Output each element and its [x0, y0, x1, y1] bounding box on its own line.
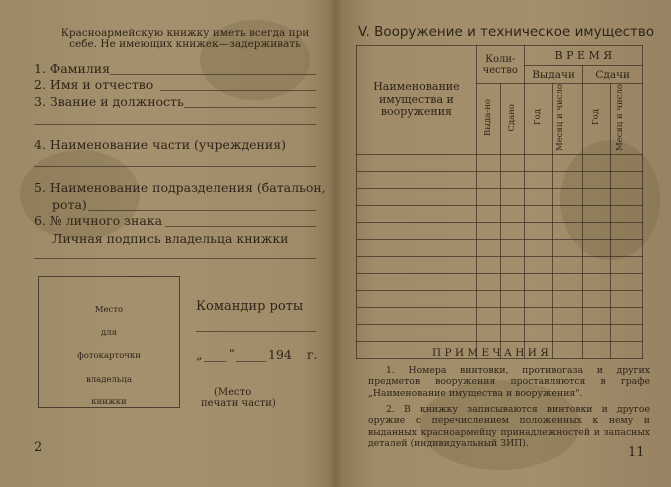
sub-header-year2 — [583, 84, 611, 155]
field-surname — [34, 63, 110, 76]
col-header-qty — [476, 46, 524, 84]
date-line — [196, 349, 202, 362]
fill-line — [184, 107, 316, 108]
col-header-name-text: Наименование имущества и вооружения — [373, 80, 460, 119]
field-label: № личного знака — [49, 213, 163, 228]
photo-box-line: книжки — [91, 397, 127, 407]
field-subdivision-cont: рота) — [52, 197, 87, 212]
commander-label: Командир роты — [196, 299, 304, 314]
table-row — [357, 154, 643, 171]
table-row — [357, 256, 643, 273]
field-number: 2. — [34, 77, 46, 92]
date-suffix: г. — [307, 347, 318, 362]
stamp-label-2: печати части) — [201, 398, 276, 409]
sub-header-monthday1 — [552, 84, 583, 155]
col-header-qty-text: Коли-чество — [482, 53, 518, 76]
field-tag-number — [34, 215, 162, 228]
sub-header-monthday1-text: Месяц и число — [555, 84, 566, 151]
fill-line — [236, 361, 266, 362]
sub-header-year1 — [524, 84, 552, 155]
field-label: Наименование подразделения (батальон, — [49, 180, 326, 195]
fill-line — [160, 90, 316, 91]
field-number: 6. — [34, 213, 46, 228]
note-2: 2. В книжку записываются винтовки и другое оружие с перечислением положенных к нему и выданных красноармейцу принадлежностей и запасных деталей (индивидуальный ЗИП). — [368, 404, 650, 449]
fill-line — [34, 166, 316, 167]
field-unit — [34, 139, 286, 152]
sub-header-returned — [500, 84, 524, 155]
field-label: Наименование части (учреждения) — [49, 137, 286, 152]
field-label: Имя и отчество — [49, 77, 154, 92]
table-row — [357, 239, 643, 256]
sub-header-monthday2-text: Месяц и число — [614, 84, 625, 151]
sub-header-year2-text: Год — [591, 109, 602, 126]
field-number: 1. — [34, 61, 46, 76]
photo-box-line: фотокарточки — [77, 351, 141, 361]
table-row — [357, 188, 643, 205]
inventory-table — [356, 45, 643, 359]
fill-line — [204, 361, 226, 362]
photo-box-line: владельца — [85, 375, 133, 385]
sub-header-issued — [476, 84, 500, 155]
field-label: Фамилия — [49, 61, 110, 76]
table-row — [357, 171, 643, 188]
date-quote-open: „ — [196, 347, 203, 362]
photo-box-line: Место — [94, 305, 124, 315]
left-page — [0, 0, 334, 487]
fill-line — [34, 124, 316, 125]
sub-header-year1-text: Год — [532, 109, 543, 126]
date-quote-close: " — [229, 346, 235, 361]
fill-line — [165, 226, 316, 227]
col-header-issue: Выдачи — [524, 66, 583, 84]
section-title: V. Вооружение и техническое имущество — [358, 24, 655, 40]
field-name-patronymic — [34, 79, 153, 92]
photo-box — [38, 276, 180, 408]
fill-line — [88, 210, 316, 211]
field-number: 4. — [34, 137, 46, 152]
fill-line — [110, 74, 316, 75]
table-row — [357, 273, 643, 290]
photo-box-line: для — [101, 328, 117, 338]
field-subdivision — [34, 182, 326, 195]
sub-header-monthday2 — [611, 84, 643, 155]
page-number: 11 — [628, 445, 645, 460]
table-row — [357, 307, 643, 324]
table-row — [357, 290, 643, 307]
fill-line — [196, 331, 316, 332]
notes-title: П Р И М Е Ч А Н И Я — [432, 347, 549, 359]
col-header-name — [357, 46, 477, 155]
sub-header-returned-text: Сдано — [506, 103, 517, 132]
col-header-return: Сдачи — [583, 66, 643, 84]
notice-text: Красноармейскую книжку иметь всегда при себе. Не имеющих книжек—задерживать — [60, 27, 310, 50]
table-body — [357, 154, 643, 358]
signature-label: Личная подпись владельца книжки — [52, 231, 289, 246]
field-rank-position — [34, 96, 184, 109]
note-1: 1. Номера винтовки, противогаза и других предметов вооружения проставляются в графе „Наименование имущества и вооружения". — [368, 365, 650, 399]
stamp-label-1: (Место — [214, 387, 252, 398]
field-label: Звание и должность — [49, 94, 184, 109]
field-number: 3. — [34, 94, 46, 109]
page-number: 2 — [34, 440, 43, 455]
col-header-time: В Р Е М Я — [524, 46, 642, 66]
fill-line — [34, 258, 316, 259]
table-row — [357, 205, 643, 222]
table-row — [357, 222, 643, 239]
table-row — [357, 324, 643, 341]
sub-header-issued-text: Выда-но — [482, 99, 493, 136]
date-year: 194 — [268, 347, 292, 362]
field-number: 5. — [34, 180, 46, 195]
right-page — [338, 0, 671, 487]
